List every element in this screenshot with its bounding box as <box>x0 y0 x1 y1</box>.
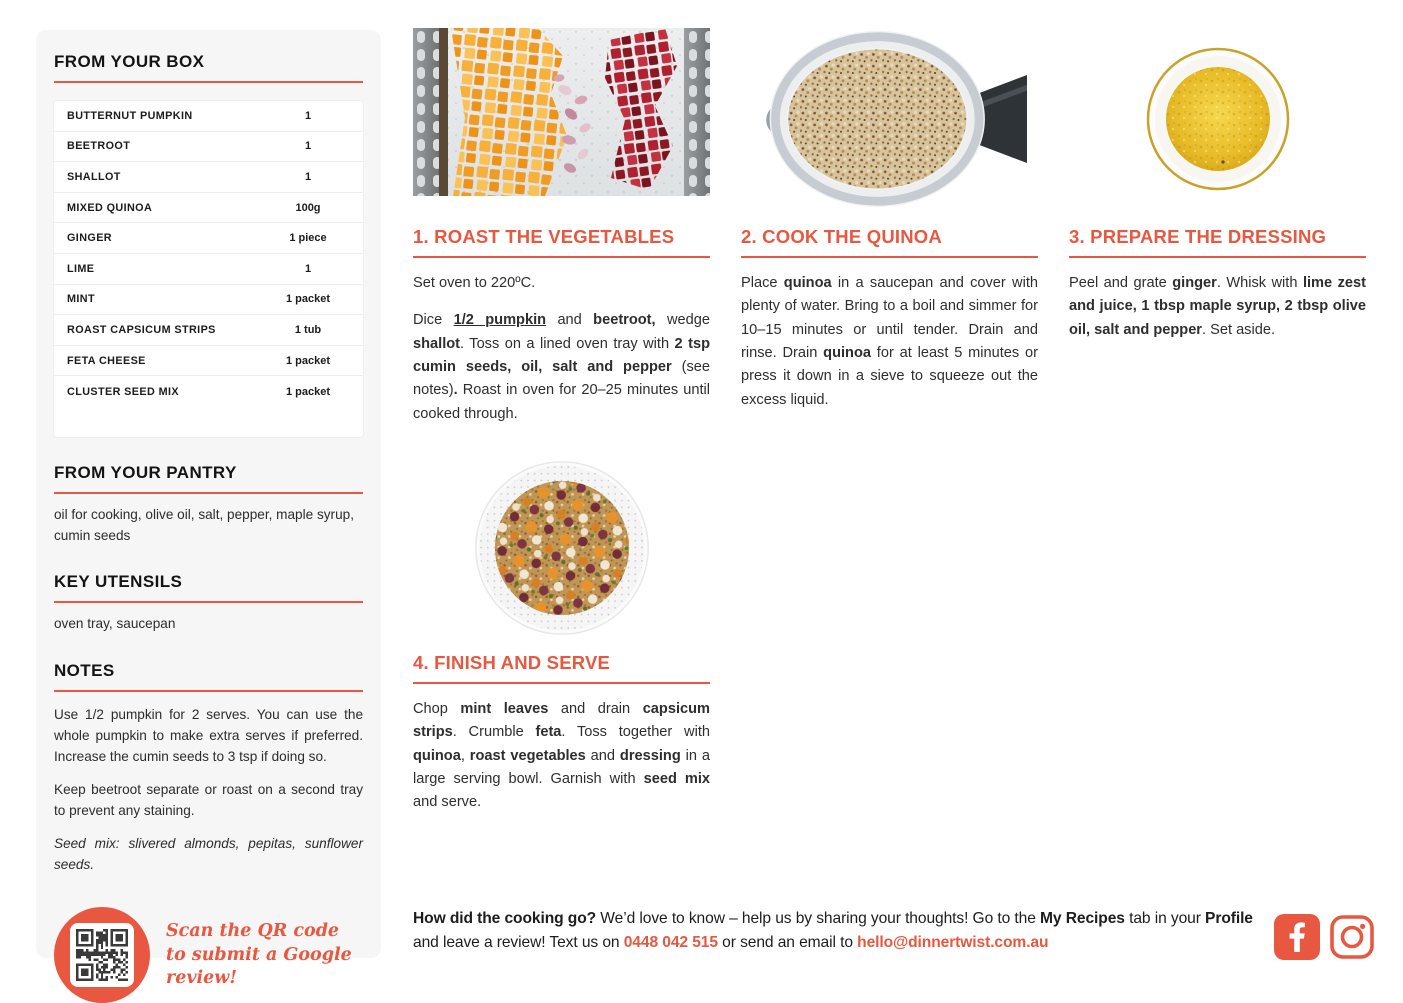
step-4-instructions <box>413 698 710 815</box>
qr-caption: Scan the QR code to submit a Google review! <box>166 920 352 989</box>
ingredient-name: BUTTERNUT PUMPKIN <box>67 109 193 122</box>
from-your-box-title: FROM YOUR BOX <box>54 52 363 83</box>
qr-code-icon <box>76 929 128 981</box>
from-your-pantry-section <box>54 463 363 546</box>
sidebar <box>36 30 381 989</box>
ingredient-name: LIME <box>67 262 95 275</box>
ingredient-name: ROAST CAPSICUM STRIPS <box>67 323 216 336</box>
step-3-photo <box>1069 28 1366 210</box>
notes-section <box>54 661 363 875</box>
facebook-icon[interactable] <box>1274 914 1320 960</box>
step-paragraph: Set oven to 220ºC. <box>413 275 536 291</box>
social-icons <box>1274 914 1375 960</box>
step-3-instructions <box>1069 272 1366 342</box>
ingredient-qty: 1 tub <box>294 323 322 336</box>
ingredient-name: GINGER <box>67 232 112 245</box>
ingredient-name: MIXED QUINOA <box>67 201 153 214</box>
qr-code-badge <box>54 907 150 1003</box>
ingredient-row <box>54 315 363 346</box>
ingredient-name: BEETROOT <box>67 140 131 153</box>
ingredient-qty: 1 <box>304 262 312 275</box>
ingredient-row <box>54 101 363 132</box>
ingredient-row <box>54 376 363 407</box>
step-3-prepare-the-dressing <box>1069 28 1366 342</box>
ingredient-qty: 1 packet <box>285 385 331 398</box>
step-2-photo <box>741 28 1038 210</box>
ingredient-qty: 1 <box>304 140 312 153</box>
notes-title: NOTES <box>54 661 363 692</box>
pantry-items-text: oil for cooking, olive oil, salt, pepper, maple syrup, cumin seeds <box>54 506 354 543</box>
qr-code-frame <box>70 923 134 987</box>
step-1-instructions <box>413 272 710 426</box>
ingredient-row <box>54 285 363 316</box>
footer-review-text: How did the cooking go? We’d love to know – help us by sharing your thoughts! Go to the My Recipes tab in your Profile and leave a review! Text us on 0448 042 515 or send an email to hello@dinnertwist.com.au <box>413 910 1253 952</box>
step-1-photo <box>413 28 710 210</box>
footer <box>413 907 1261 955</box>
step-2-cook-the-quinoa <box>741 28 1038 412</box>
step-4-finish-and-serve <box>413 452 710 815</box>
step-paragraph: Chop mint leaves and drain capsicum strips. Crumble feta. Toss together with quinoa, roast vegetables and dressing in a large serving bowl. Garnish with seed mix and serve. <box>413 701 711 811</box>
ingredient-qty: 1 packet <box>285 354 331 367</box>
note-paragraph: Keep beetroot separate or roast on a second tray to prevent any staining. <box>54 782 363 819</box>
from-your-box-section <box>54 52 363 437</box>
ingredient-qty: 100g <box>295 201 321 214</box>
ingredient-name: FETA CHEESE <box>67 354 146 367</box>
step-3-title: 3. PREPARE THE DRESSING <box>1069 226 1366 258</box>
step-paragraph: Place quinoa in a saucepan and cover with plenty of water. Bring to a boil and simmer for 10–15 minutes or until tender. Drain and rinse. Drain quinoa for at least 5 minutes or press it down in a sieve to squeeze out the excess liquid. <box>741 275 1038 408</box>
ingredient-row <box>54 132 363 163</box>
ingredient-qty: 1 <box>304 109 312 122</box>
ingredient-name: MINT <box>67 293 95 306</box>
roast-vegetables-tray-photo <box>413 28 710 196</box>
finished-salad-bowl-photo <box>471 457 653 639</box>
step-4-title: 4. FINISH AND SERVE <box>413 652 710 684</box>
google-review-block <box>54 907 363 1003</box>
from-your-pantry-title: FROM YOUR PANTRY <box>54 463 363 494</box>
note-paragraph: Use 1/2 pumpkin for 2 serves. You can use the whole pumpkin to make extra serves if preferred. Increase the cumin seeds to 3 tsp if doing so. <box>54 706 363 765</box>
dressing-bowl-photo <box>1143 44 1293 194</box>
step-paragraph: Dice 1/2 pumpkin and beetroot, wedge shallot. Toss on a lined oven tray with 2 tsp cumin seeds, oil, salt and pepper (see notes). Roast in oven for 20–25 minutes until cooked through. <box>413 312 711 422</box>
ingredients-table <box>54 101 363 437</box>
ingredient-name: CLUSTER SEED MIX <box>67 385 179 398</box>
ingredient-name: SHALLOT <box>67 170 121 183</box>
ingredient-qty: 1 <box>304 170 312 183</box>
step-1-title: 1. ROAST THE VEGETABLES <box>413 226 710 258</box>
utensils-text: oven tray, saucepan <box>54 616 176 632</box>
quinoa-in-sieve-photo <box>750 28 1030 210</box>
ingredient-row <box>54 162 363 193</box>
step-2-instructions <box>741 272 1038 412</box>
step-4-photo <box>413 452 710 644</box>
step-2-title: 2. COOK THE QUINOA <box>741 226 1038 258</box>
key-utensils-section <box>54 572 363 635</box>
step-paragraph: Peel and grate ginger. Whisk with lime zest and juice, 1 tbsp maple syrup, 2 tbsp olive oil, salt and pepper. Set aside. <box>1069 275 1366 338</box>
ingredient-qty: 1 piece <box>289 232 327 245</box>
note-paragraph-seed-mix: Seed mix: slivered almonds, pepitas, sunflower seeds. <box>54 836 363 873</box>
instagram-icon[interactable] <box>1329 914 1375 960</box>
key-utensils-title: KEY UTENSILS <box>54 572 363 603</box>
ingredient-row <box>54 193 363 224</box>
step-1-roast-the-vegetables <box>413 28 710 426</box>
ingredient-qty: 1 packet <box>285 293 331 306</box>
ingredient-row <box>54 223 363 254</box>
ingredient-row <box>54 346 363 377</box>
ingredient-row <box>54 254 363 285</box>
